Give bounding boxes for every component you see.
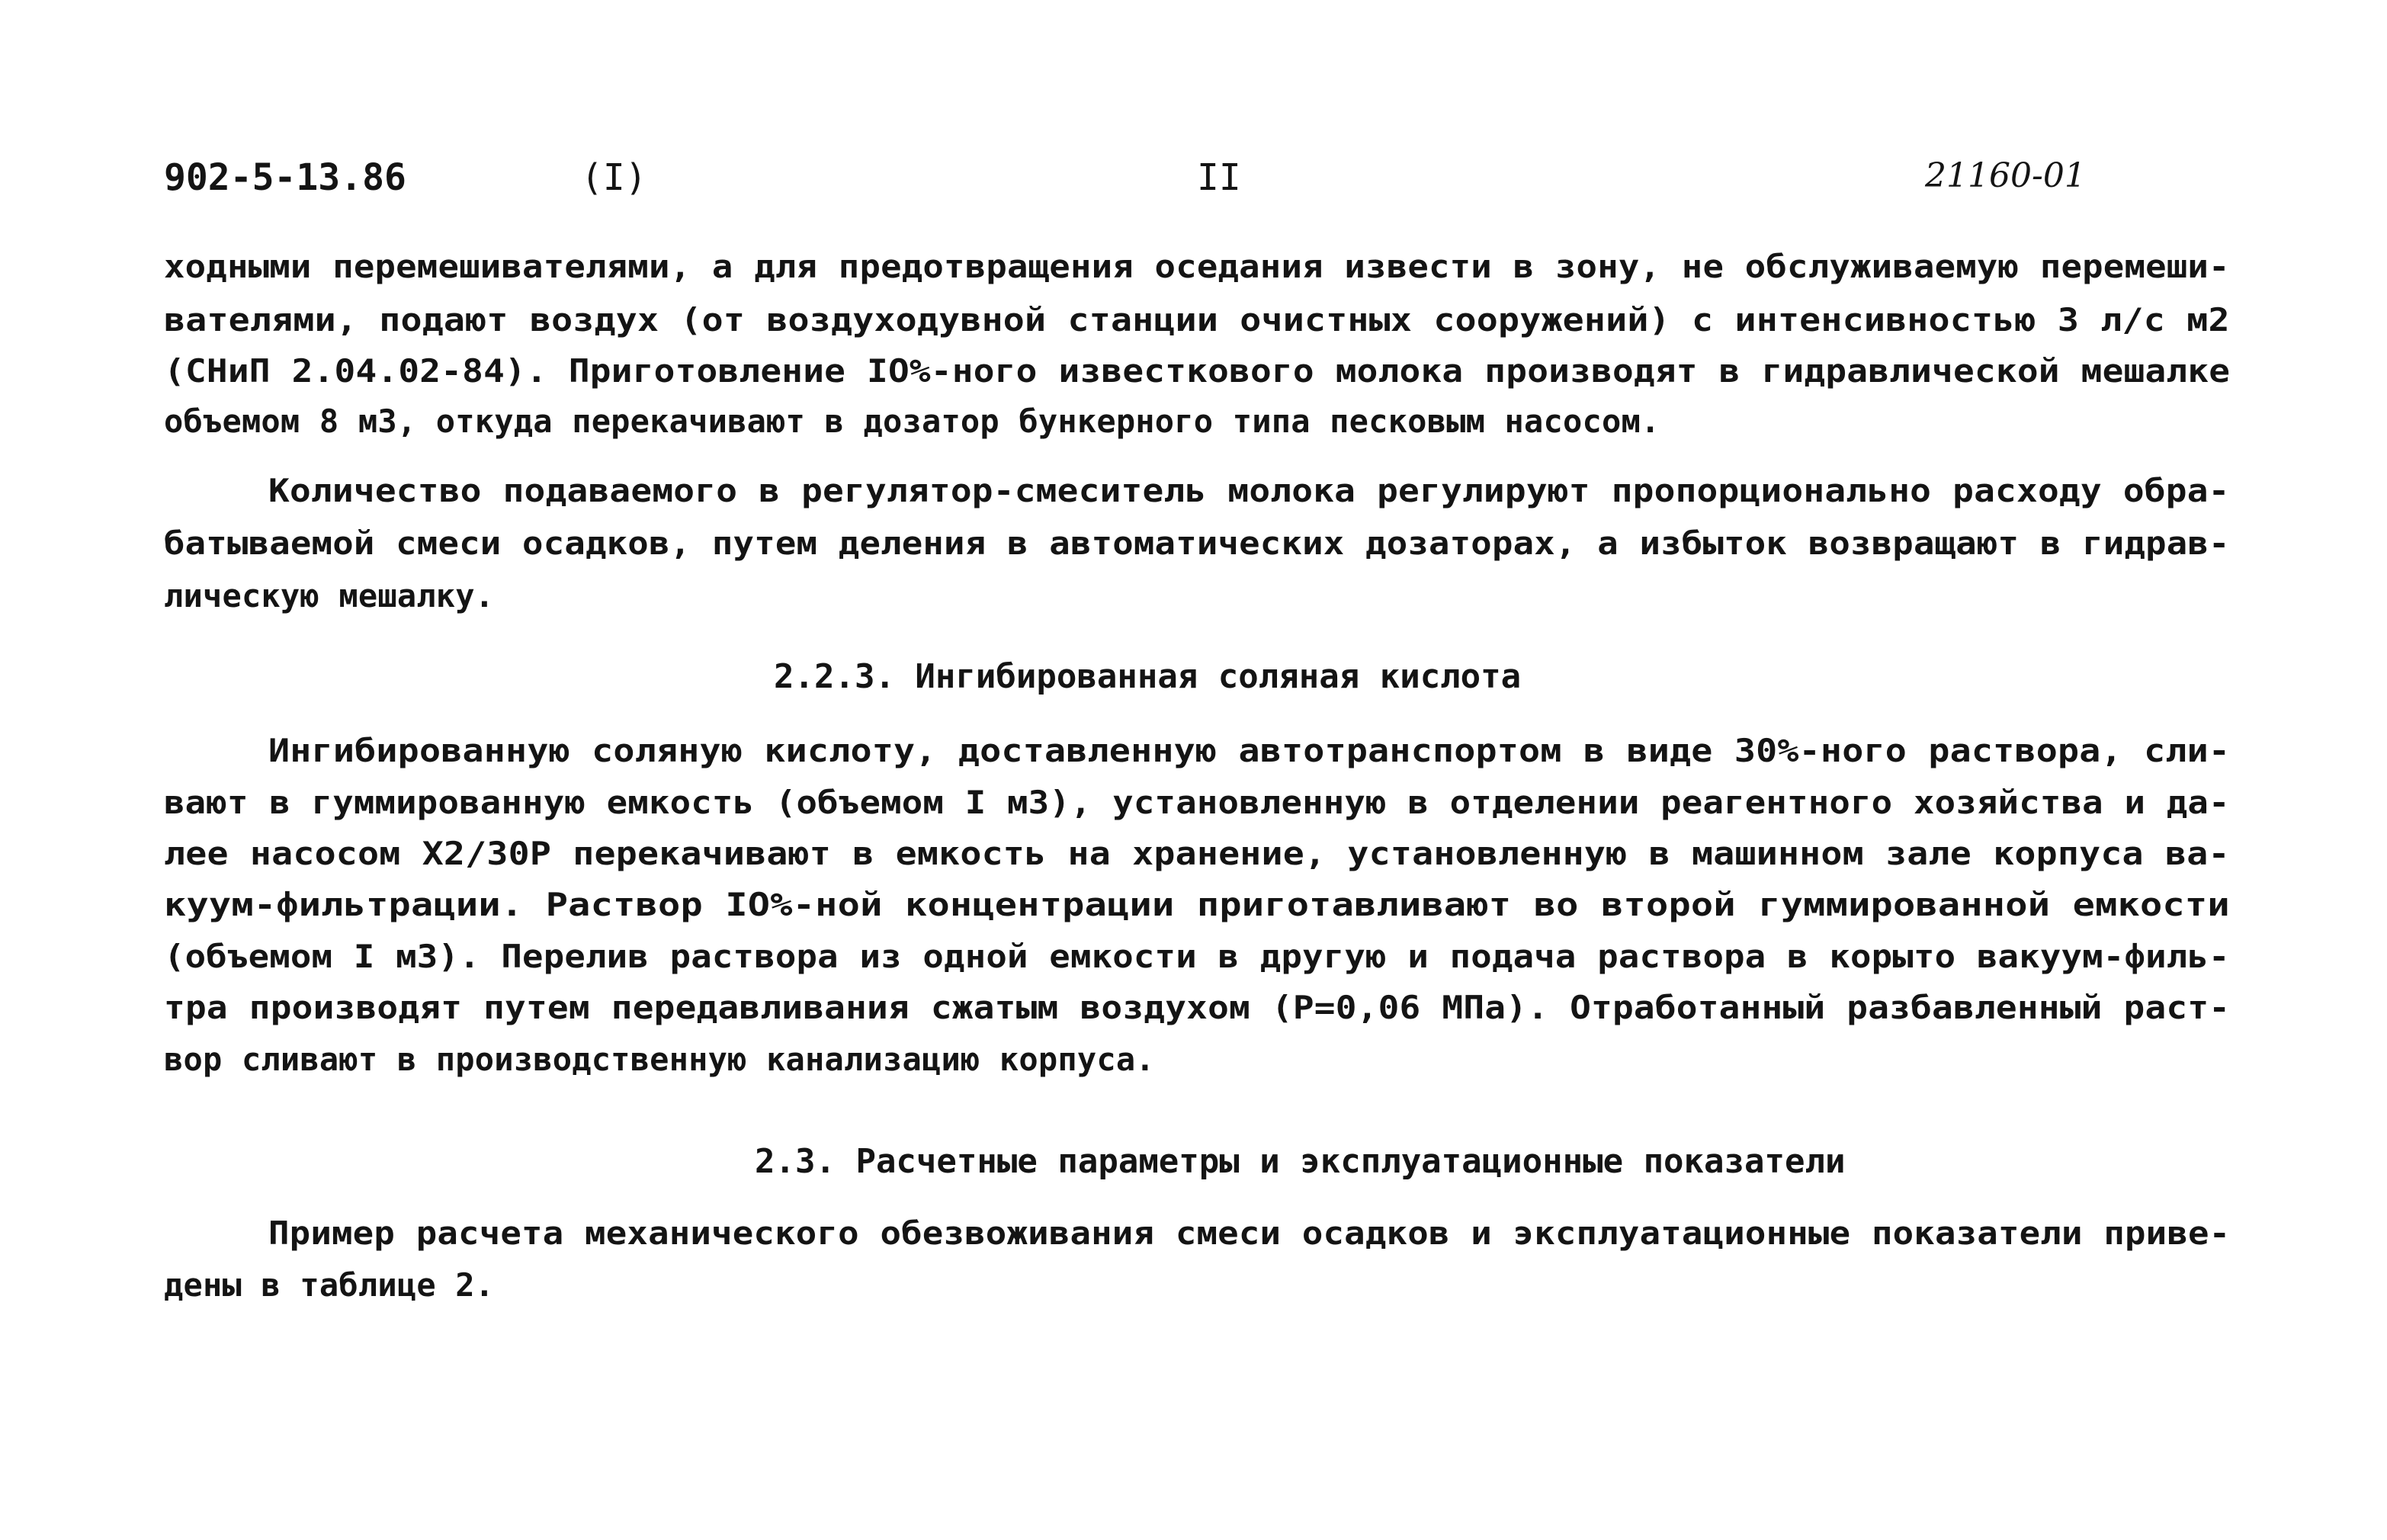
inventory-number: 21160-01 (1925, 156, 2086, 195)
page-header (0, 156, 2387, 202)
text-line: батываемой смеси осадков, путем деления в автоматических дозаторах, а избыток возвращают в гидрав- (164, 525, 2230, 562)
text-line: вор сливают в производственную канализацию корпуса. (164, 1041, 1155, 1078)
text-line: куум-фильтрации. Раствор IO%-ной концентрации приготавливают во второй гуммированной емкости (164, 886, 2230, 923)
text-line: ходными перемешивателями, а для предотвращения оседания извести в зону, не обслуживаемую перемеши- (164, 248, 2230, 285)
text-line: Пример расчета механического обезвоживания смеси осадков и эксплуатационные показатели приве- (268, 1214, 2231, 1252)
text-line: (СНиП 2.04.02-84). Приготовление IO%-ного известкового молока производят в гидравлической мешалке (164, 352, 2231, 390)
text-line: дены в таблице 2. (164, 1266, 495, 1304)
section-heading-2-3: 2.3. Расчетные параметры и эксплуатационные показатели (755, 1142, 1846, 1181)
text-line: Количество подаваемого в регулятор-смеситель молока регулируют пропорционально расходу обра- (268, 472, 2230, 509)
text-line: вают в гуммированную емкость (объемом I м3), установленную в отделении реагентного хозяйства и да- (164, 784, 2230, 821)
text-line: Ингибированную соляную кислоту, доставленную автотранспортом в виде 30%-ного раствора, сли- (268, 732, 2231, 769)
text-line: объемом 8 м3, откуда перекачивают в дозатор бункерного типа песковым насосом. (164, 403, 1660, 440)
text-line: вателями, подают воздух (от воздуходувной станции очистных сооружений) с интенсивностью 3 л/с м2 (164, 301, 2230, 338)
text-line: (объемом I м3). Перелив раствора из одной емкости в другую и подача раствора в корыто вакуум-филь- (164, 938, 2230, 975)
section-heading-2-2-3: 2.2.3. Ингибированная соляная кислота (774, 657, 1522, 696)
part-number: (I) (581, 156, 647, 199)
text-line: лическую мешалку. (164, 577, 495, 614)
text-line: тра производят путем передавливания сжатым воздухом (Р=0,06 МПа). Отработанный разбавленный раст- (164, 989, 2231, 1026)
doc-code: 902-5-13.86 (164, 156, 406, 199)
text-line: лее насосом Х2/30Р перекачивают в емкость на хранение, установленную в машинном зале корпуса ва- (164, 835, 2230, 872)
page-number: II (1197, 156, 1241, 199)
